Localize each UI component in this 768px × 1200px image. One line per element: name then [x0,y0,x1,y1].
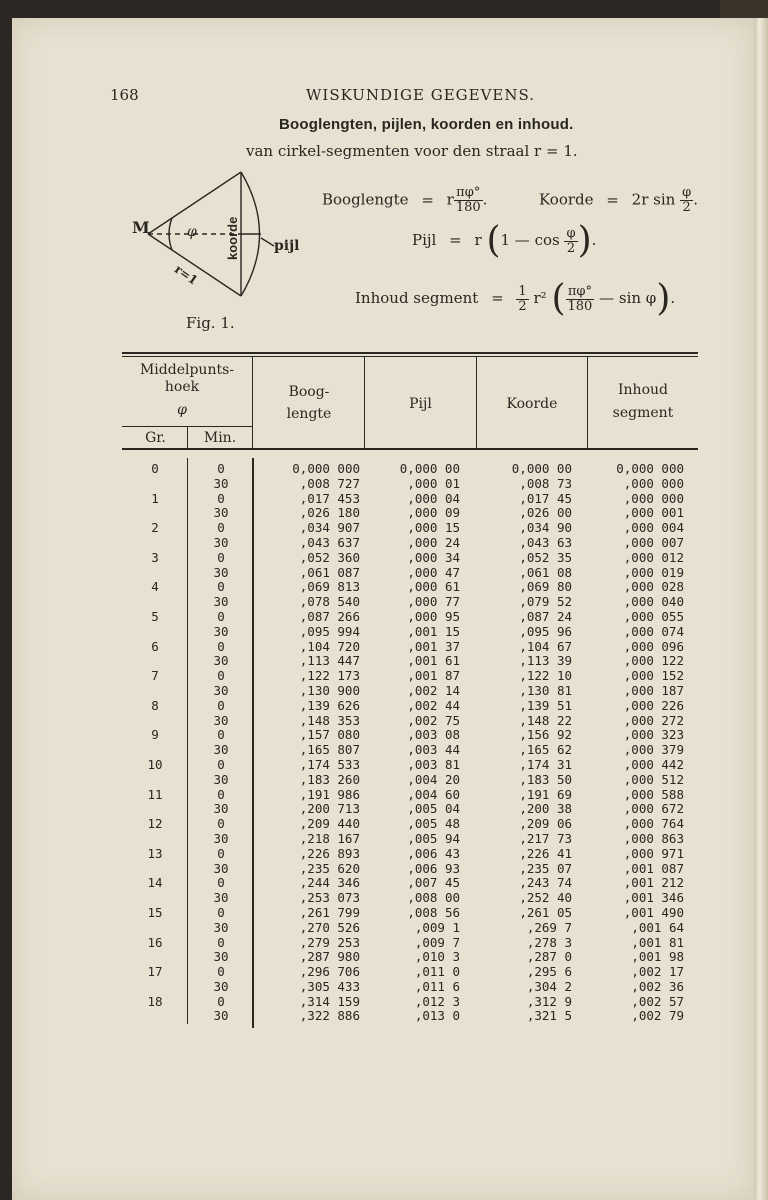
pijl-label: Pijl [412,231,437,249]
koorde-rhs: 2r sin [631,190,676,209]
inhoud-label: Inhoud segment [355,289,479,307]
label-m: M [132,218,150,237]
table-header-rule [122,448,698,450]
column-koorde: 0,000 00 ,008 73 ,017 45 ,026 00 ,034 90 ,043 63 ,052 35 ,061 08 ,069 80 ,079 52 ,087 24 ,095 96 ,104 67 ,113 39 ,122 10 ,130 81 ,139 51 ,148 22 ,156 92 ,165 62 ,174 31 ,183 50 ,191 69 ,200 38 ,209 06 ,217 73 ,226 41 ,235 07 ,243 74 ,252 40 ,261 05 ,269 7 ,278 3 ,287 0 ,295 6 ,304 2 ,312 9 ,321 5 [511,461,572,1024]
table-top-rule-2 [122,356,698,357]
fraction-numerator: φ [566,225,576,241]
fraction-denominator: 180 [567,298,593,314]
phi-half-fraction [680,186,693,215]
header-inhoud-2: segment [612,405,674,421]
table-top-rule [122,352,698,354]
header-boog-2: lengte [286,406,332,422]
column-inhoud: 0,000 000 ,000 000 ,000 000 ,000 001 ,000 004 ,000 007 ,000 012 ,000 019 ,000 028 ,000 040 ,000 055 ,000 074 ,000 096 ,000 122 ,000 152 ,000 187 ,000 226 ,000 272 ,000 323 ,000 379 ,000 442 ,000 512 ,000 588 ,000 672 ,000 764 ,000 863 ,000 971 ,001 087 ,001 212 ,001 346 ,001 490 ,001 64 ,001 81 ,001 98 ,002 17 ,002 36 ,002 57 ,002 79 [616,461,684,1024]
book-edge-top [720,0,768,18]
column-min: 0 30 0 30 0 30 0 30 0 30 0 30 0 30 0 30 0 30 0 30 0 30 0 30 0 30 0 30 0 30 0 30 0 30 0 30 0 30 [213,461,229,1024]
pi-phi-fraction [566,285,595,314]
figure-caption: Fig. 1. [186,314,235,332]
formula-inhoud: Inhoud segment = $\frac{1}{2}$ r² ( $\frac{\pi\varphi^\circ}{180}$ — sin φ). [355,278,676,319]
booglengte-label: Booglengte [322,190,409,209]
header-min: Min. [203,430,237,446]
formula-koorde: Koorde = 2r sin $\frac{\varphi}{2}$ . [539,185,698,215]
fraction-numerator: πφ° [454,186,483,201]
r-symbol: r [446,190,454,209]
fraction-numerator: πφ° [566,285,595,300]
fraction-numerator: φ [682,185,692,200]
pijl-r: r [474,231,482,249]
running-title: WISKUNDIGE GEGEVENS. [306,86,535,104]
label-radius: r=1 [171,262,201,288]
column-gr: 0 1 2 3 4 5 6 7 8 9 10 11 12 13 14 15 16 17 18 [147,461,163,1009]
segment-figure [126,162,316,312]
page-stack-edge [754,18,768,1200]
equals-sign: = [606,190,619,209]
header-boog-1: Boog- [288,384,330,400]
section-title: Booglengten, pijlen, koorden en inhoud. [279,116,574,133]
koorde-label: Koorde [539,190,594,209]
label-phi: φ [187,224,197,240]
header-phi: φ [177,402,187,418]
equals-sign: = [421,190,434,209]
pijl-one-minus-cos: 1 — cos [500,231,560,249]
minus-sin-phi: — sin φ [599,289,657,307]
pi-phi-fraction [454,186,483,215]
r-squared: r² [533,289,547,307]
formula-booglengte: Booglengte = r $\frac{\pi\varphi^\circ}{180}$ . [322,185,488,215]
header-hoek: hoek [164,379,200,395]
fraction-denominator: 2 [566,240,576,256]
boog-body-divider [252,458,254,1028]
header-middelpunts: Middelpunts- [139,362,235,378]
column-booglengte: 0,000 000 ,008 727 ,017 453 ,026 180 ,034 907 ,043 637 ,052 360 ,061 087 ,069 813 ,078 540 ,087 266 ,095 994 ,104 720 ,113 447 ,122 173 ,130 900 ,139 626 ,148 353 ,157 080 ,165 807 ,174 533 ,183 260 ,191 986 ,200 713 ,209 440 ,218 167 ,226 893 ,235 620 ,244 346 ,253 073 ,261 799 ,270 526 ,279 253 ,287 980 ,296 706 ,305 433 ,314 159 ,322 886 [292,461,360,1024]
col-divider-4 [587,357,588,448]
label-koorde: koorde [225,216,240,260]
label-pijl: pijl [274,238,300,254]
fraction-denominator: 2 [682,200,691,215]
pijl-pointer [261,238,274,246]
header-gr: Gr. [145,430,166,446]
gr-min-divider [187,427,188,448]
formula-pijl: Pijl = r (1 — cos $\frac{\varphi}{2}$ ). [412,220,597,261]
column-pijl: 0,000 00 ,000 01 ,000 04 ,000 09 ,000 15 ,000 24 ,000 34 ,000 47 ,000 61 ,000 77 ,000 95 ,001 15 ,001 37 ,001 61 ,001 87 ,002 14 ,002 44 ,002 75 ,003 08 ,003 44 ,003 81 ,004 20 ,004 60 ,005 04 ,005 48 ,005 94 ,006 43 ,006 93 ,007 45 ,008 00 ,008 56 ,009 1 ,009 7 ,010 3 ,011 0 ,011 6 ,012 3 ,013 0 [399,461,460,1024]
header-inhoud-1: Inhoud [618,382,668,398]
fraction-denominator: 180 [455,200,481,215]
section-subtitle: van cirkel-segmenten voor den straal r = 1. [246,142,578,160]
fraction-numerator: 1 [518,283,527,299]
col-divider-1 [252,357,253,448]
equals-sign: = [449,231,462,249]
one-half-fraction [516,285,528,314]
phi-half-fraction [564,227,577,256]
header-pijl: Pijl [409,396,432,412]
page-number: 168 [110,86,139,104]
header-koorde: Koorde [506,396,558,412]
fraction-denominator: 2 [518,298,527,314]
equals-sign: = [491,289,504,307]
gr-min-body-divider [187,458,188,1024]
